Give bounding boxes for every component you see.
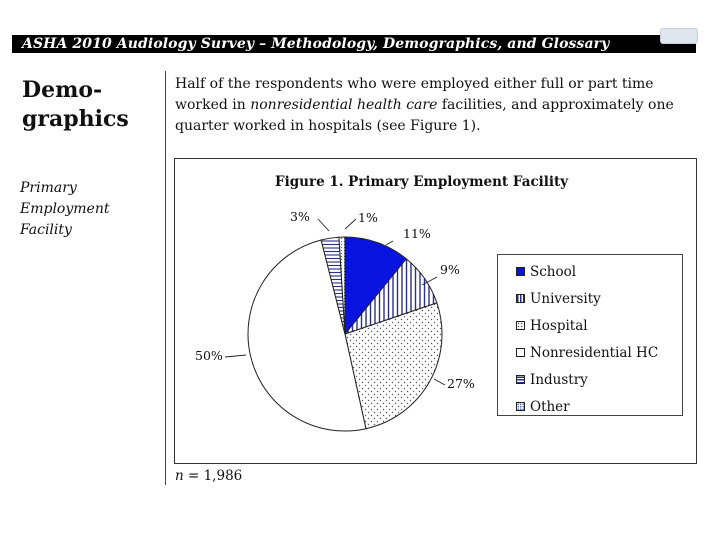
figure-box	[174, 158, 697, 464]
legend-label-other: Other	[530, 399, 570, 415]
legend-label-nonresidential: Nonresidential HC	[530, 345, 659, 361]
figure-title: Figure 1. Primary Employment Facility	[275, 174, 569, 190]
vertical-divider	[165, 71, 166, 485]
sample-size-note	[175, 468, 242, 484]
data-label-hospital: 27%	[447, 376, 475, 391]
sample-size-value: = 1,986	[183, 468, 243, 484]
legend-label-hospital: Hospital	[530, 318, 588, 334]
data-label-school: 11%	[403, 226, 431, 241]
leader-line-hospital	[434, 379, 445, 385]
sample-size-symbol: n	[175, 468, 184, 484]
leader-line-industry	[318, 219, 329, 231]
legend-swatch-other	[516, 402, 525, 411]
document-title: ASHA 2010 Audiology Survey – Methodology, Demographics, and Glossary	[22, 36, 610, 52]
legend-swatch-industry	[516, 375, 525, 384]
data-label-industry: 3%	[290, 209, 310, 224]
leader-line-school	[386, 241, 393, 245]
chart-legend	[497, 254, 683, 416]
leader-line-nonresidential	[225, 355, 246, 357]
legend-label-industry: Industry	[530, 372, 588, 388]
legend-swatch-university	[516, 294, 525, 303]
legend-swatch-school	[516, 267, 525, 276]
corner-tab	[660, 28, 698, 44]
legend-swatch-nonresidential	[516, 348, 525, 357]
leader-line-other	[345, 219, 356, 229]
intro-paragraph	[175, 74, 675, 137]
data-label-nonresidential: 50%	[195, 348, 223, 363]
data-label-other: 1%	[358, 210, 378, 225]
data-label-university: 9%	[440, 262, 460, 277]
header-bar	[12, 35, 696, 53]
intro-text-1: Half of the respondents who were employed either full or part time worked in	[175, 76, 654, 113]
legend-swatch-hospital	[516, 321, 525, 330]
legend-label-school: School	[530, 264, 577, 280]
intro-text-2: facilities, and approximately one quarter worked in hospitals (see Figure 1).	[175, 97, 674, 134]
side-subheading: Primary Employment Facility	[20, 180, 110, 238]
section-heading: Demo- graphics	[22, 77, 129, 132]
legend-label-university: University	[530, 291, 601, 307]
intro-emphasis: nonresidential health care	[250, 97, 438, 113]
